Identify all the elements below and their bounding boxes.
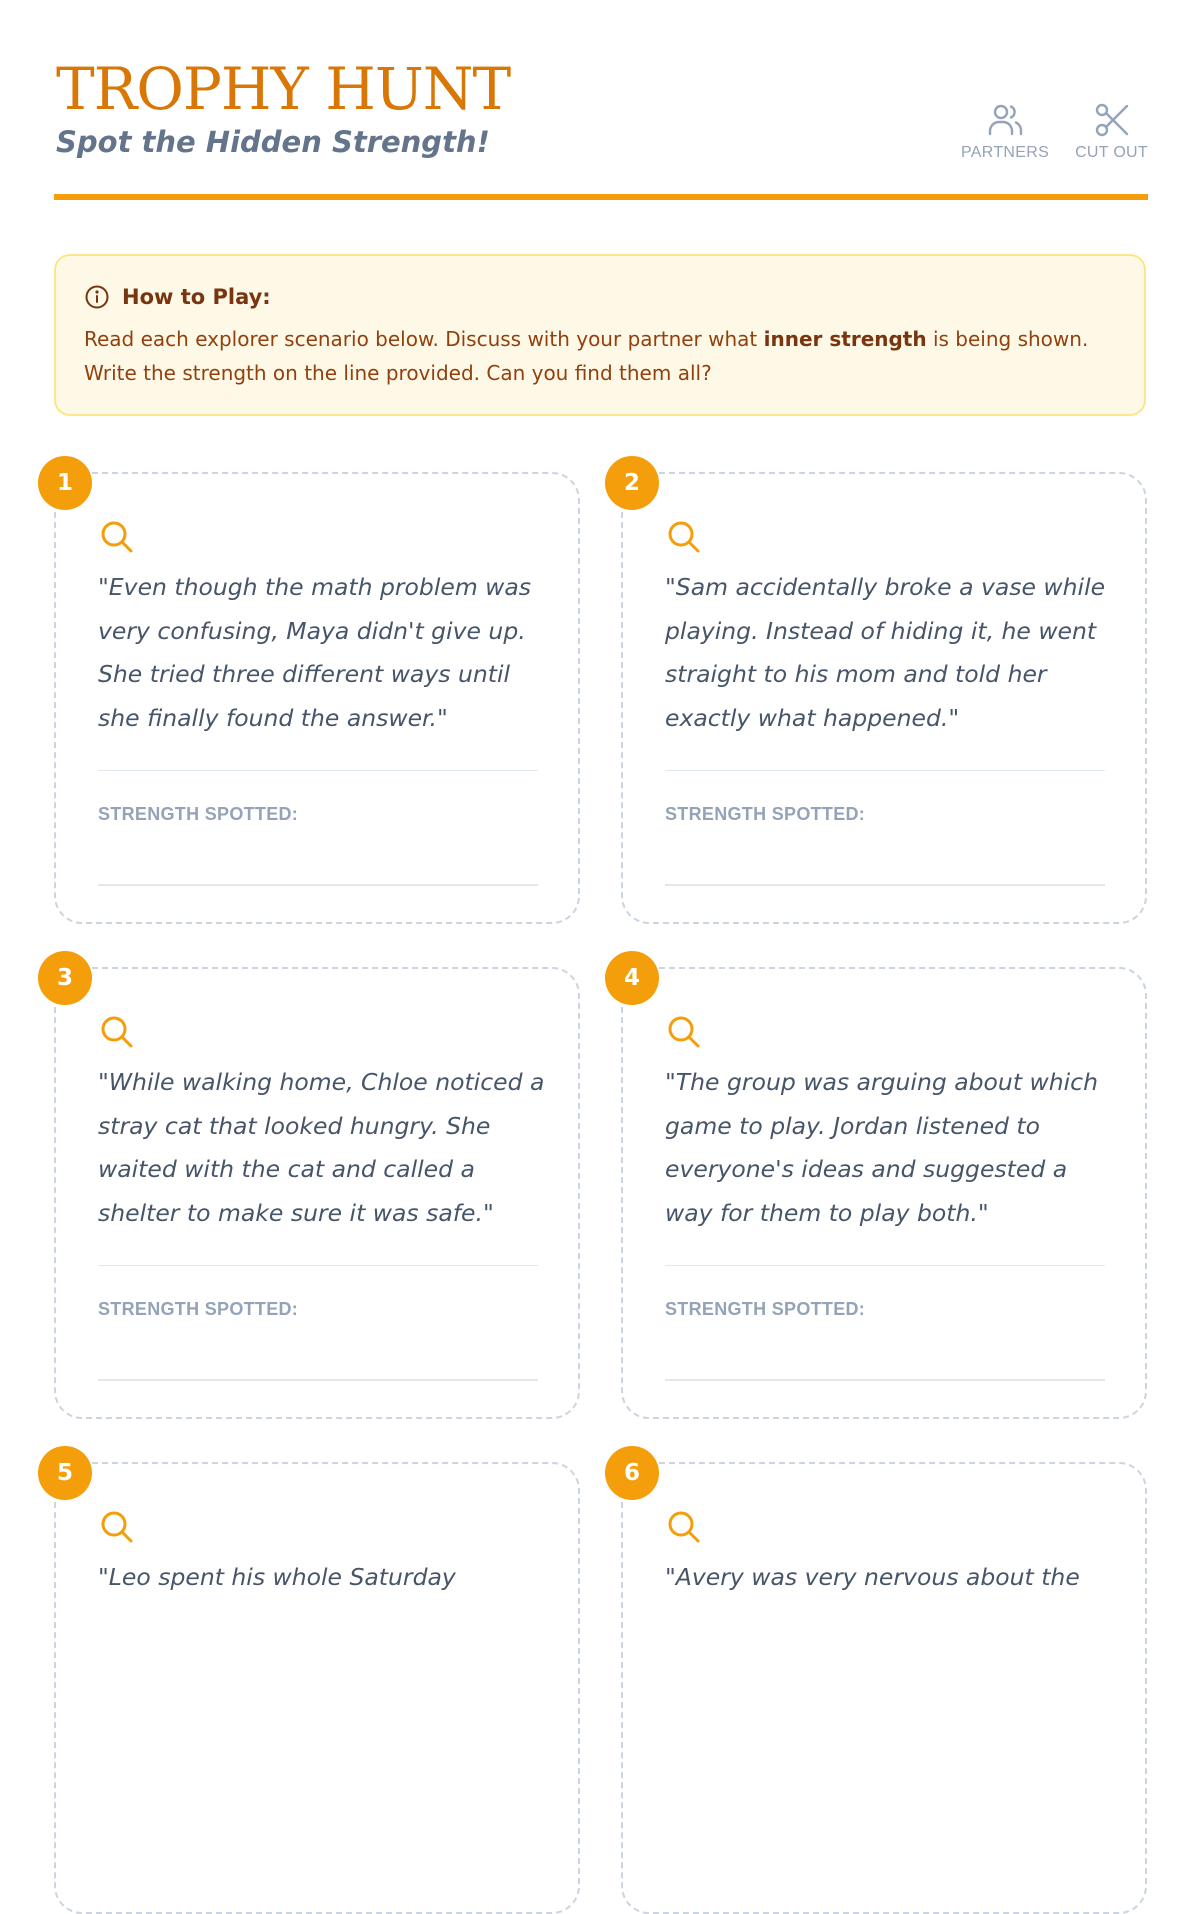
info-icon xyxy=(84,284,110,310)
card-number-badge: 3 xyxy=(38,951,92,1005)
scenario-text: "Even though the math problem was very confusing, Maya didn't give up. She tried three different ways until she finally found the answer." xyxy=(98,573,532,732)
magnifier-icon xyxy=(98,1013,136,1051)
strength-answer-input[interactable] xyxy=(665,856,1105,886)
cut-out-button[interactable] xyxy=(1075,100,1148,162)
scenario-text: "The group was arguing about which game to play. Jordan listened to everyone's ideas and suggested a way for them to play both." xyxy=(665,1068,1098,1227)
header-tools xyxy=(961,100,1148,162)
card-number-badge: 2 xyxy=(605,456,659,510)
magnifier-icon xyxy=(665,1013,703,1051)
header-divider xyxy=(54,194,1148,200)
card-number-badge: 6 xyxy=(605,1446,659,1500)
scenario-card-6 xyxy=(621,1462,1147,1914)
card-divider xyxy=(98,1265,538,1266)
magnifier-icon xyxy=(665,1508,703,1546)
strength-spotted-label: STRENGTH SPOTTED: xyxy=(665,804,866,824)
cut-out-label: CUT OUT xyxy=(1075,144,1148,161)
how-to-play-text-bold: inner strength xyxy=(763,327,927,351)
scenario-text: "Avery was very nervous about the xyxy=(665,1563,1080,1591)
card-divider xyxy=(665,1265,1105,1266)
partners-label: PARTNERS xyxy=(961,144,1050,161)
scenario-card-4 xyxy=(621,967,1147,1419)
how-to-play-header xyxy=(84,282,1116,312)
card-number-badge: 1 xyxy=(38,456,92,510)
scenario-text: "Sam accidentally broke a vase while playing. Instead of hiding it, he went straight to his mom and told her exactly what happened." xyxy=(665,573,1106,732)
how-to-play-text xyxy=(84,322,1116,390)
partners-button[interactable] xyxy=(961,100,1049,162)
magnifier-icon xyxy=(665,518,703,556)
how-to-play-text-end: is being shown. Write the strength on the line provided. Can you find them all? xyxy=(84,327,1089,385)
magnifier-icon xyxy=(98,1508,136,1546)
card-number-badge: 5 xyxy=(38,1446,92,1500)
how-to-play-text-start: Read each explorer scenario below. Discuss with your partner what xyxy=(84,327,764,351)
scenario-card-3 xyxy=(54,967,580,1419)
card-divider xyxy=(98,770,538,771)
scenario-card-1 xyxy=(54,472,580,924)
strength-spotted-label: STRENGTH SPOTTED: xyxy=(98,804,299,824)
strength-answer-input[interactable] xyxy=(98,856,538,886)
scenario-card-5 xyxy=(54,1462,580,1914)
scissors-icon xyxy=(1092,100,1132,140)
scenario-text: "Leo spent his whole Saturday xyxy=(98,1563,456,1591)
how-to-play-title: How to Play: xyxy=(122,285,271,309)
users-icon xyxy=(985,100,1025,140)
page-subtitle: Spot the Hidden Strength! xyxy=(56,125,490,159)
strength-answer-input[interactable] xyxy=(98,1351,538,1381)
card-number-badge: 4 xyxy=(605,951,659,1005)
page-title: TROPHY HUNT xyxy=(56,55,511,123)
how-to-play-box xyxy=(54,254,1146,416)
scenario-card-2 xyxy=(621,472,1147,924)
strength-answer-input[interactable] xyxy=(665,1351,1105,1381)
strength-spotted-label: STRENGTH SPOTTED: xyxy=(665,1299,866,1319)
card-divider xyxy=(665,770,1105,771)
scenario-text: "While walking home, Chloe noticed a stray cat that looked hungry. She waited with the cat and called a shelter to make sure it was safe." xyxy=(98,1068,545,1227)
magnifier-icon xyxy=(98,518,136,556)
strength-spotted-label: STRENGTH SPOTTED: xyxy=(98,1299,299,1319)
